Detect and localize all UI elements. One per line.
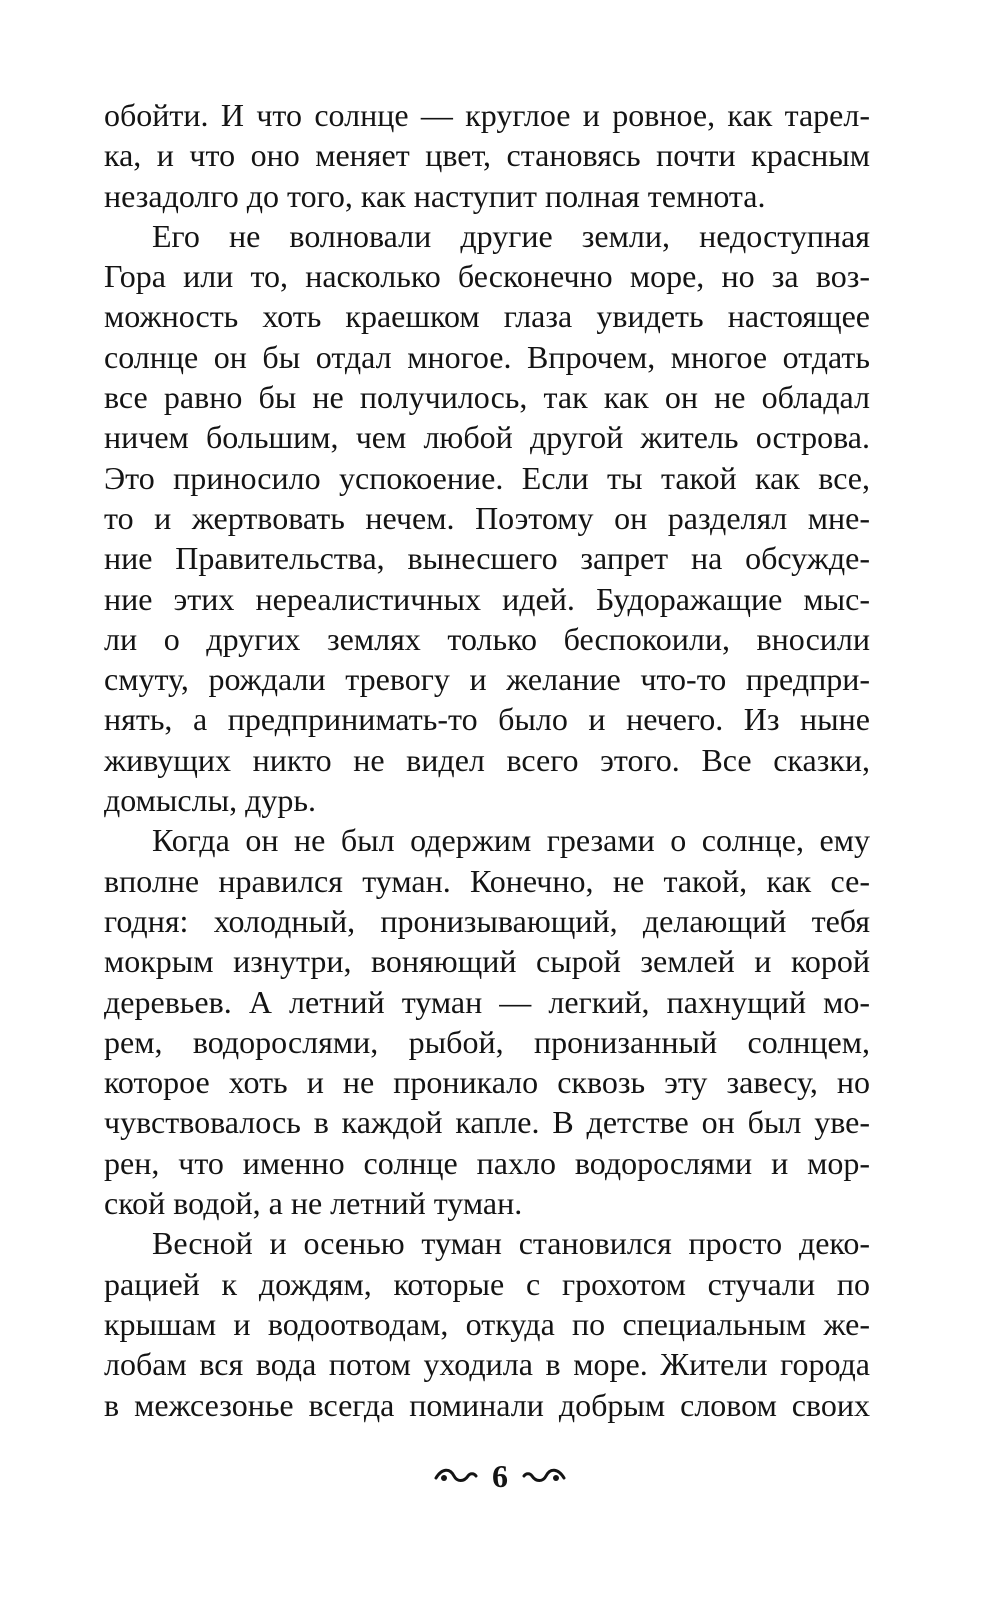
right-ornament-icon (520, 1466, 568, 1486)
text-line: ние этих нереалистичных идей. Будоражащие мыс- (104, 580, 870, 617)
text-line: лобам вся вода потом уходила в море. Жители города (104, 1346, 870, 1383)
text-line: годня: холодный, пронизывающий, делающий тебя (104, 902, 870, 939)
text-line: крышам и водоотводам, откуда по специальным же- (104, 1305, 870, 1342)
text-line: рацией к дождям, которые с грохотом стучали по (104, 1265, 870, 1302)
text-line: Гора или то, насколько бесконечно море, но за воз- (104, 258, 870, 295)
page-number: 6 (492, 1457, 508, 1494)
left-ornament-icon (432, 1466, 480, 1486)
text-line: солнце он бы отдал многое. Впрочем, многое отдать (104, 338, 870, 375)
page-number-footer (0, 1452, 1000, 1492)
text-line: вполне нравился туман. Конечно, не такой, как се- (104, 862, 870, 899)
text-line: деревьев. А летний туман — легкий, пахнущий мо- (104, 983, 870, 1020)
text-line: ничем большим, чем любой другой житель острова. (104, 419, 870, 456)
body-text (104, 95, 870, 1425)
text-line: ли о других землях только беспокоили, вносили (104, 620, 870, 657)
text-line: мокрым изнутри, воняющий сырой землей и корой (104, 943, 870, 980)
text-line: то и жертвовать нечем. Поэтому он разделял мне- (104, 499, 870, 536)
text-line: нять, а предпринимать-то было и нечего. Из ныне (104, 701, 870, 738)
text-line: Весной и осенью туман становился просто деко- (152, 1225, 870, 1262)
text-line: все равно бы не получилось, так как он не обладал (104, 379, 870, 416)
text-line: ние Правительства, вынесшего запрет на обсужде- (104, 540, 870, 577)
text-line: чувствовалось в каждой капле. В детстве он был уве- (104, 1104, 870, 1141)
text-line: живущих никто не видел всего этого. Все сказки, (104, 741, 870, 778)
text-line: ской водой, а не летний туман. (104, 1185, 523, 1222)
text-line: ка, и что оно меняет цвет, становясь почти красным (104, 137, 870, 174)
text-line: домыслы, дурь. (104, 782, 316, 819)
text-line: Его не волновали другие земли, недоступная (152, 217, 870, 254)
text-line: можность хоть краешком глаза увидеть настоящее (104, 298, 870, 335)
text-line: смуту, рождали тревогу и желание что-то предпри- (104, 661, 870, 698)
text-line: Когда он не был одержим грезами о солнце, ему (152, 822, 870, 859)
text-line: в межсезонье всегда поминали добрым словом своих (104, 1386, 870, 1423)
text-line: обойти. И что солнце — круглое и ровное, как тарел- (104, 97, 870, 133)
text-line: Это приносило успокоение. Если ты такой как все, (104, 459, 870, 496)
text-line: незадолго до того, как наступит полная темнота. (104, 177, 766, 214)
text-line: рем, водорослями, рыбой, пронизанный солнцем, (104, 1023, 870, 1060)
text-line: рен, что именно солнце пахло водорослями и мор- (104, 1144, 870, 1181)
text-line: которое хоть и не проникало сквозь эту завесу, но (104, 1064, 870, 1101)
